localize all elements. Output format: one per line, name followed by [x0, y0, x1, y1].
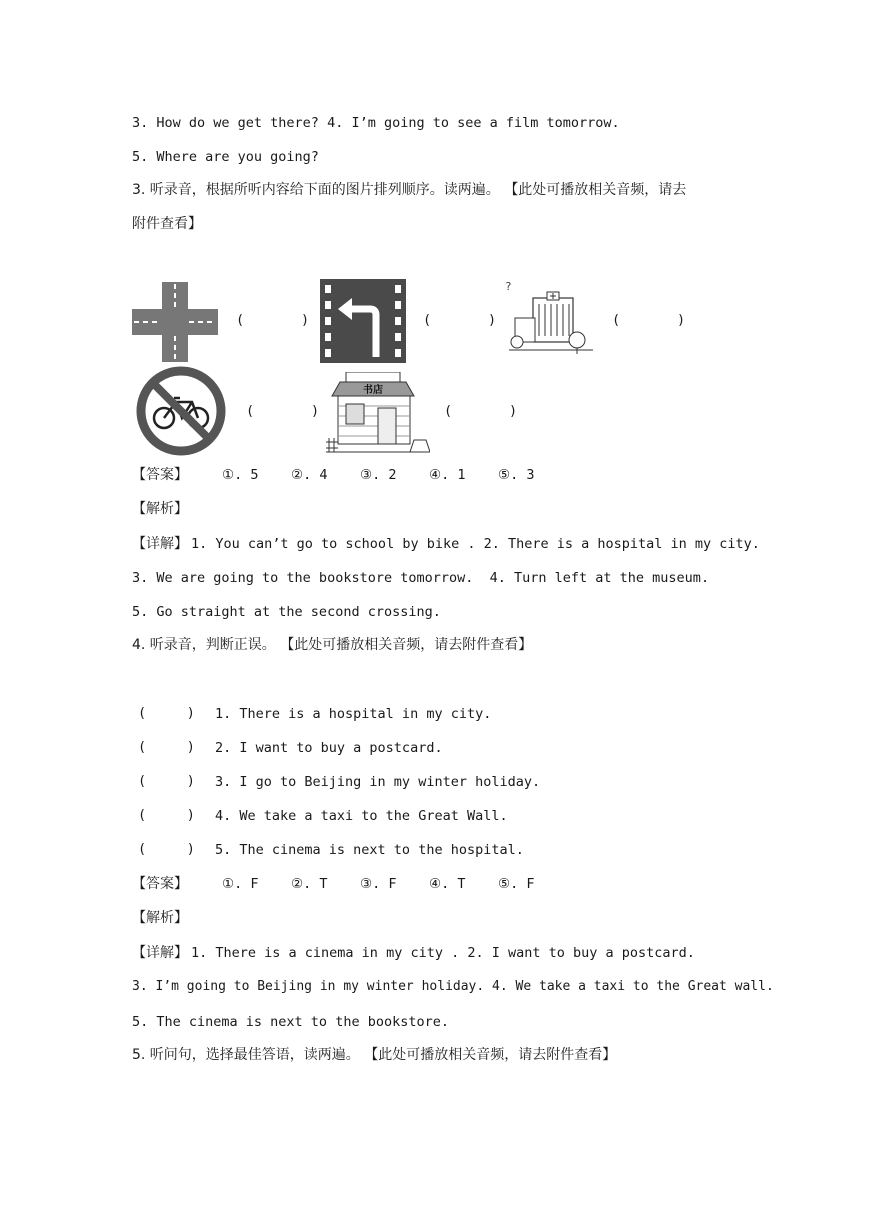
answer-item: ②. 4 — [291, 467, 328, 483]
answer-blank: ( ) — [138, 705, 195, 721]
judge-item: 3. I go to Beijing in my winter holiday. — [215, 774, 541, 790]
turn-left-sign-picture — [320, 279, 406, 363]
answer-label: 【答案】 — [132, 467, 188, 483]
detail-text: 5. Go straight at the second crossing. — [132, 604, 441, 620]
question-3-title: 3. 听录音，根据所听内容给下面的图片排列顺序。读两遍。 【此处可播放相关音频，请去 — [132, 182, 687, 198]
detail-label: 【详解】 — [132, 945, 188, 961]
answer-blank: ( ) — [612, 312, 686, 328]
answer-blank: ( ) — [423, 312, 497, 328]
analysis-label: 【解析】 — [132, 910, 188, 926]
judge-item: 4. We take a taxi to the Great Wall. — [215, 808, 508, 824]
detail-label: 【详解】 — [132, 536, 188, 552]
answer-item: ⑤. 3 — [498, 467, 535, 483]
answer-blank: ( ) — [138, 807, 195, 823]
detail-text: 3. We are going to the bookstore tomorrow. 4. Turn left at the museum. — [132, 570, 710, 586]
detail-text: 3. I’m going to Beijing in my winter holiday. 4. We take a taxi to the Great wall. — [132, 979, 774, 994]
answer-item: ①. F — [222, 876, 259, 892]
hospital-picture — [505, 280, 595, 356]
answer-item: ④. 1 — [429, 467, 466, 483]
question-5-title: 5. 听问句，选择最佳答语，读两遍。 【此处可播放相关音频，请去附件查看】 — [132, 1047, 617, 1063]
judge-item: 5. The cinema is next to the hospital. — [215, 842, 524, 858]
bookstore-sign-text: 书店 — [363, 385, 383, 396]
question-3-title-cont: 附件查看】 — [132, 216, 202, 232]
answer-item: ③. F — [360, 876, 397, 892]
no-bike-sign-picture — [134, 366, 228, 456]
detail-text: 1. You can’t go to school by bike . 2. There is a hospital in my city. — [191, 536, 760, 552]
judge-item: 2. I want to buy a postcard. — [215, 740, 443, 756]
answer-blank: ( ) — [236, 312, 310, 328]
answer-item: ⑤. F — [498, 876, 535, 892]
text-line: 5. Where are you going? — [132, 149, 319, 165]
question-4-title: 4. 听录音，判断正误。 【此处可播放相关音频，请去附件查看】 — [132, 637, 533, 653]
answer-blank: ( ) — [444, 403, 518, 419]
crossroad-picture — [132, 282, 218, 362]
answer-item: ①. 5 — [222, 467, 259, 483]
answer-item: ②. T — [291, 876, 328, 892]
judge-item: 1. There is a hospital in my city. — [215, 706, 492, 722]
answer-blank: ( ) — [246, 403, 320, 419]
answer-blank: ( ) — [138, 773, 195, 789]
svg-text:?: ? — [505, 280, 512, 293]
analysis-label: 【解析】 — [132, 501, 188, 517]
detail-text: 5. The cinema is next to the bookstore. — [132, 1014, 449, 1030]
answer-blank: ( ) — [138, 841, 195, 857]
answer-blank: ( ) — [138, 739, 195, 755]
bookstore-picture — [326, 372, 430, 454]
answer-item: ③. 2 — [360, 467, 397, 483]
answer-label: 【答案】 — [132, 876, 188, 892]
text-line: 3. How do we get there? 4. I’m going to see a film tomorrow. — [132, 115, 620, 131]
answer-item: ④. T — [429, 876, 466, 892]
detail-text: 1. There is a cinema in my city . 2. I want to buy a postcard. — [191, 945, 695, 961]
